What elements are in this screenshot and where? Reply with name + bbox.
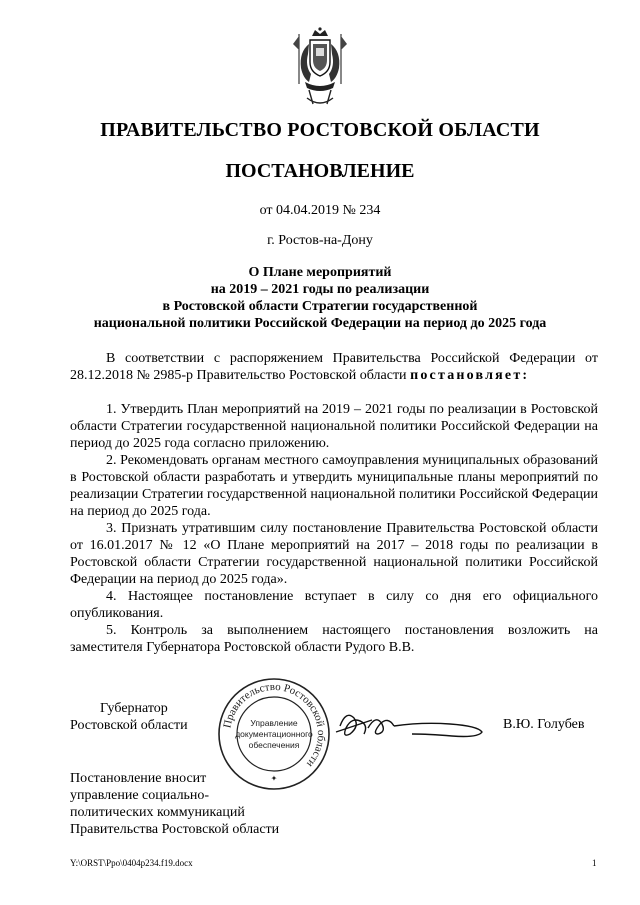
item-paragraph: 4. Настоящее постановление вступает в силу со дня его официального опубликования. — [70, 589, 598, 621]
preamble-decision: постановляет: — [410, 368, 530, 383]
signatory-title — [70, 700, 188, 734]
submitter-note — [70, 770, 279, 838]
document-body — [70, 350, 598, 656]
document-city: г. Ростов-на-Дону — [267, 233, 373, 248]
title-line: национальной политики Российской Федерации на период до 2025 года — [93, 316, 547, 331]
organization-name: ПРАВИТЕЛЬСТВО РОСТОВСКОЙ ОБЛАСТИ — [100, 119, 540, 141]
svg-text:✦: ✦ — [270, 774, 278, 783]
note-line: Правительства Ростовской области — [70, 822, 280, 837]
footer-page-number: 1 — [592, 858, 597, 868]
note-line: Постановление вносит — [70, 771, 207, 786]
seal-inner-line: обеспечения — [248, 740, 300, 750]
document-date-number: от 04.04.2019 № 234 — [259, 203, 381, 218]
handwritten-signature-icon — [332, 704, 492, 744]
seal-outer-text: Правительство Ростовской области — [221, 680, 328, 770]
coat-of-arms-icon — [291, 26, 349, 110]
preamble-text: В соответствии с распоряжением Правительства Российской Федерации от 28.12.2018 № 2985-р Правительство Ростовской области — [70, 351, 598, 383]
footer-file-path: Y:\ORST\Ppo\0404p234.f19.docx — [70, 858, 193, 868]
item-paragraph: 5. Контроль за выполнением настоящего постановления возложить на заместителя Губернатора Ростовской области Рудого В.В. — [70, 623, 598, 655]
document-title — [60, 264, 580, 332]
document-type: ПОСТАНОВЛЕНИЕ — [225, 160, 415, 182]
seal-inner-line: документационного — [235, 729, 313, 739]
item-paragraph: 2. Рекомендовать органам местного самоуправления муниципальных образований в Ростовской области разработать и утвердить муниципальные планы мероприятий по реализации Стратегии государственной национальной политики Российской Федерации на период до 2025 года. — [70, 453, 598, 519]
item-paragraph: 3. Признать утратившим силу постановление Правительства Ростовской области от 16.01.2017 № 12 «О Плане мероприятий на 2017 – 2018 годы по реализации в Ростовской области Стратегии государственной национальной политики Российской Федерации на период до 2025 года». — [70, 521, 598, 587]
title-line: в Ростовской области Стратегии государственной — [162, 299, 478, 314]
note-line: политических коммуникаций — [70, 805, 245, 820]
preamble-paragraph — [70, 350, 598, 384]
seal-inner-line: Управление — [250, 718, 298, 728]
note-line: управление социально- — [70, 788, 210, 803]
title-line: на 2019 – 2021 годы по реализации — [210, 282, 430, 297]
title-line: О Плане мероприятий — [248, 265, 392, 280]
signatory-name: В.Ю. Голубев — [503, 717, 585, 732]
signatory-title-line: Губернатор — [100, 701, 168, 716]
signatory-title-line: Ростовской области — [70, 718, 188, 733]
item-paragraph: 1. Утвердить План мероприятий на 2019 – 2021 годы по реализации в Ростовской области Стратегии государственной национальной политики Российской Федерации на период до 2025 года согласно приложению. — [70, 402, 598, 451]
